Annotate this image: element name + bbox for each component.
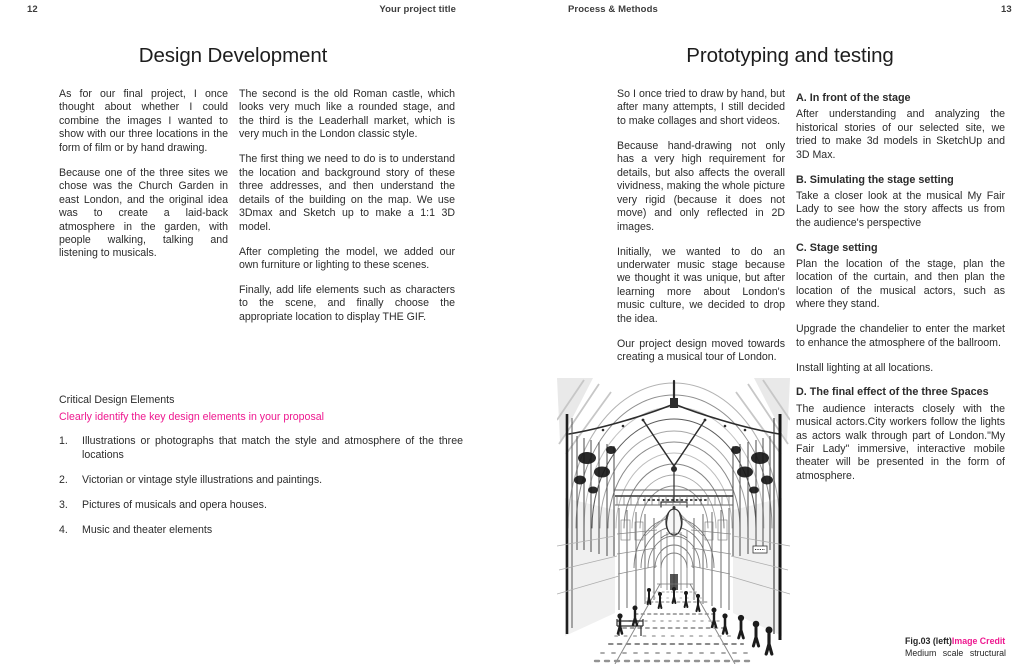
list-item-text: Pictures of musicals and opera houses. (82, 498, 267, 511)
list-item-number: 4. (59, 523, 68, 536)
paragraph: Finally, add life elements such as characters to the scene, and finally choose the appropriate location to display THE GIF. (239, 283, 455, 323)
paragraph: Take a closer look at the musical My Fair Lady to see how the story affects us from the audience's perspective (796, 189, 1005, 229)
paragraph: Because hand-drawing not only has a very high requirement for details, but also affects the overall vividness, making the whole picture very rigid (because it does not move) and only reflected in 2D images. (617, 139, 785, 233)
section-heading-c: C. Stage setting (796, 241, 878, 254)
section-heading-d: D. The final effect of the three Spaces (796, 386, 989, 399)
list-item (59, 474, 463, 487)
paragraph: The first thing we need to do is to understand the location and background story of these three addresses, and then understand the details of the building on the map. We use 3Dmax and Sketch up to make a 1:1 3D model. (239, 153, 455, 233)
list-item-text: Victorian or vintage style illustrations and paintings. (82, 473, 323, 486)
paragraph: Our project design moved towards creating a musical tour of London. (617, 337, 785, 364)
section-heading-b: B. Simulating the stage setting (796, 173, 954, 186)
paragraph: The audience interacts closely with the musical actors.City workers follow the lights as actors walk through part of London."My Fair Lady" immersive, interactive mobile theater will be presented in the form of atmosphere. (796, 402, 1005, 482)
critical-design-elements (59, 394, 463, 549)
image-credit-label: Image Credit (951, 636, 1006, 646)
list-item (59, 524, 463, 537)
paragraph: Because one of the three sites we chose was the Church Garden in east London, and the original idea was to create a laid-back atmosphere in the garden, with people walking, talking and listening to musicals. (59, 166, 228, 260)
right-running-header: Process & Methods (568, 4, 658, 15)
paragraph: Install lighting at all locations. (796, 361, 934, 374)
left-running-header: Your project title (379, 4, 456, 15)
left-page-title: Design Development (138, 44, 328, 67)
paragraph: Upgrade the chandelier to enter the market to enhance the atmosphere of the ballroom. (796, 323, 1005, 349)
list-item-number: 3. (59, 498, 68, 511)
paragraph: The second is the old Roman castle, which looks very much like a rounded stage, and the third is the Leaderhall market, which is very much in the London classic style. (239, 88, 455, 141)
paragraph: So I once tried to draw by hand, but after many attempts, I still decided to make collages and short videos. (617, 88, 785, 127)
list-item-text: Music and theater elements (82, 523, 213, 536)
right-page-column-2 (796, 86, 1005, 495)
figure-number: Fig.03 (left) (905, 636, 952, 646)
paragraph: After completing the model, we added our own furniture or lighting to these scenes. (239, 245, 455, 271)
left-page-column-2 (239, 88, 455, 336)
paragraph: As for our final project, I once thought about whether I could combine the images I wanted to show with our three locations in the form of film or by hand drawing. (59, 88, 228, 154)
right-page-title: Prototyping and testing (686, 44, 894, 67)
right-page-number: 13 (1001, 4, 1012, 15)
section-heading-a: A. In front of the stage (796, 92, 911, 104)
critical-subheading: Clearly identify the key design elements in your proposal (59, 410, 324, 423)
arcade-sketch-svg (557, 378, 790, 664)
figure-caption-line1 (905, 636, 1006, 648)
figure-caption (905, 636, 1006, 659)
critical-heading: Critical Design Elements (59, 394, 175, 406)
arcade-sketch-illustration (557, 378, 790, 664)
paragraph: After understanding and analyzing the historical stories of our selected site, we tried to make 3d models in SketchUp and 3D Max. (796, 108, 1005, 161)
list-item-text: Illustrations or photographs that match the style and atmosphere of the three locations (82, 435, 463, 461)
list-item-number: 2. (59, 473, 68, 486)
list-item (59, 499, 463, 512)
paragraph: Initially, we wanted to do an underwater music stage because we thought it was unique, but after learning more about London's music culture, we decided to drop the idea. (617, 245, 785, 325)
figure-caption-line2: Medium scale structural (905, 647, 1006, 658)
list-item (59, 435, 463, 462)
right-page-column-1 (617, 88, 785, 376)
paragraph: Plan the location of the stage, plan the location of the curtain, and then plan the location of the musical actors, such as where they stand. (796, 257, 1005, 311)
left-page-number: 12 (27, 4, 38, 15)
left-page-column-1 (59, 88, 228, 272)
list-item-number: 1. (59, 435, 68, 448)
